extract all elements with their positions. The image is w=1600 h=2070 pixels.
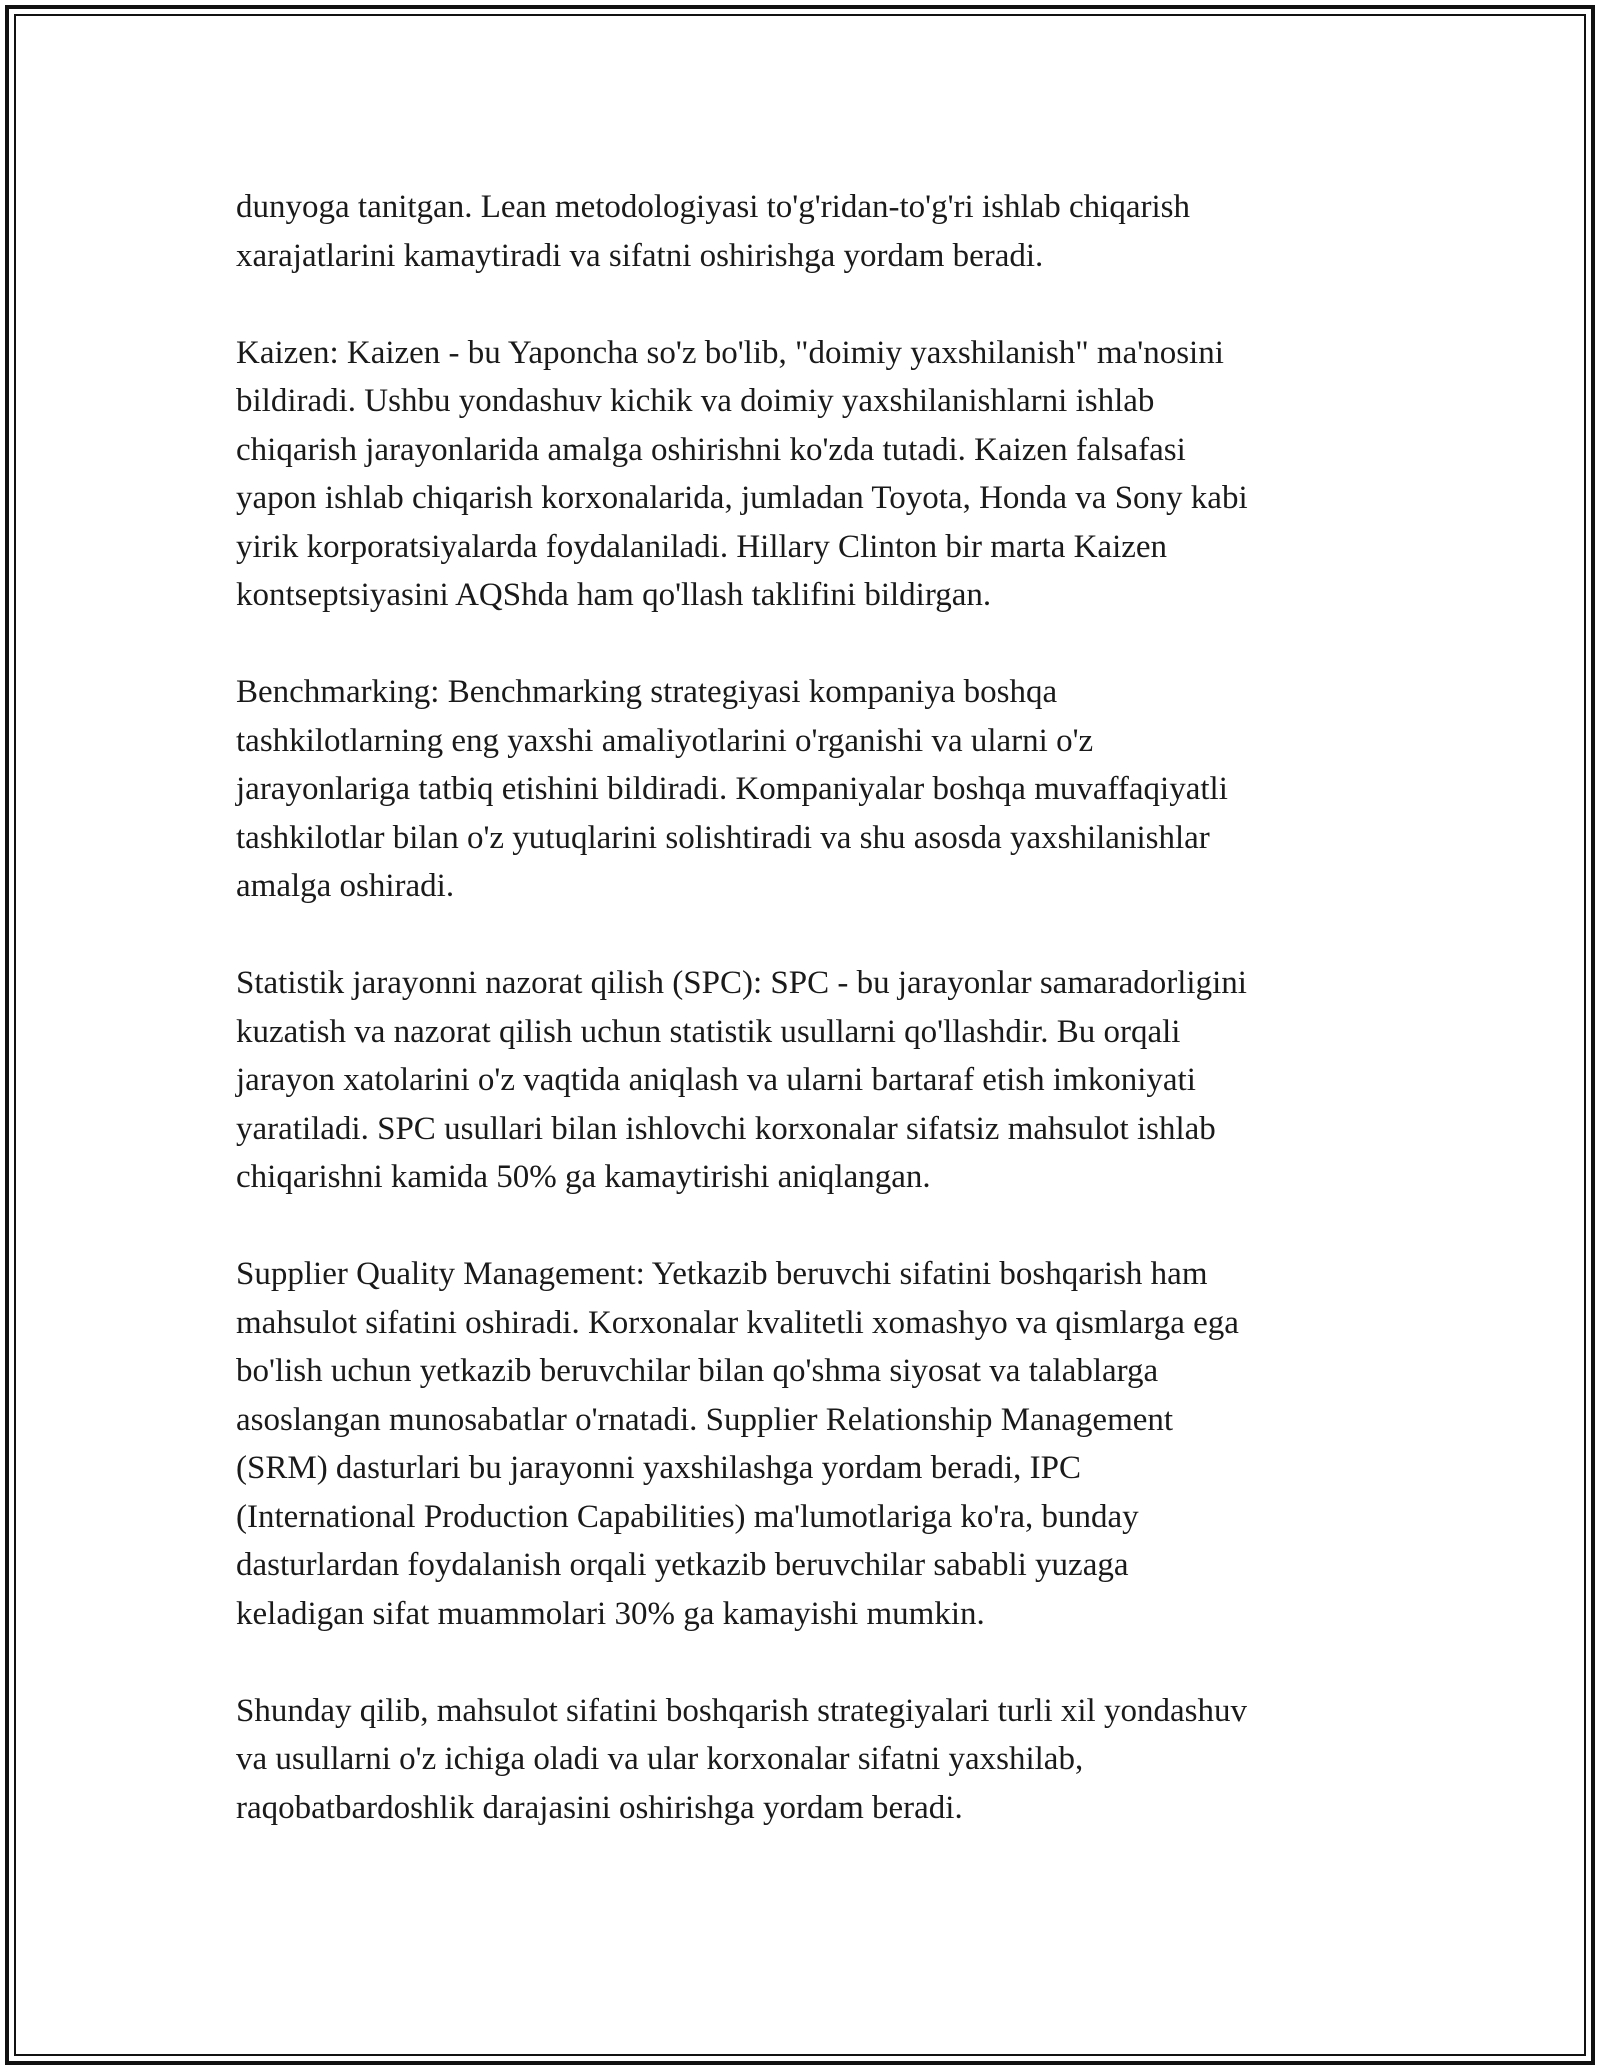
- text-line: (SRM) dasturlari bu jarayonni yaxshilashga yordam beradi, IPC: [236, 1450, 1081, 1486]
- paragraph-spc: [236, 959, 1396, 1202]
- text-line: chiqarish jarayonlarida amalga oshirishni ko'zda tutadi. Kaizen falsafasi: [236, 431, 1186, 468]
- text-line: Supplier Quality Management: Yetkazib beruvchi sifatini boshqarish ham: [236, 1256, 1208, 1292]
- text-line: jarayon xatolarini o'z vaqtida aniqlash va ularni bartaraf etish imkoniyati: [236, 1062, 1196, 1098]
- text-line: raqobatbardoshlik darajasini oshirishga yordam beradi.: [236, 1789, 963, 1826]
- text-line: mahsulot sifatini oshiradi. Korxonalar kvalitetli xomashyo va qismlarga ega: [236, 1304, 1239, 1341]
- text-line: bildiradi. Ushbu yondashuv kichik va doimiy yaxshilanishlarni ishlab: [236, 383, 1155, 419]
- paragraph-benchmarking: [236, 668, 1396, 911]
- text-line: yaratiladi. SPC usullari bilan ishlovchi korxonalar sifatsiz mahsulot ishlab: [236, 1110, 1216, 1147]
- text-line: tashkilotlar bilan o'z yutuqlarini solishtiradi va shu asosda yaxshilanishlar: [236, 819, 1210, 856]
- text-line: kontseptsiyasini AQShda ham qo'llash taklifini bildirgan.: [236, 577, 992, 613]
- text-line: Kaizen: Kaizen - bu Yaponcha so'z bo'lib, "doimiy yaxshilanish" ma'nosini: [236, 334, 1224, 371]
- text-line: yapon ishlab chiqarish korxonalarida, jumladan Toyota, Honda va Sony kabi: [236, 480, 1248, 516]
- text-line: amalga oshiradi.: [236, 868, 455, 904]
- text-line: (International Production Capabilities) ma'lumotlariga ko'ra, bunday: [236, 1498, 1139, 1535]
- paragraph-kaizen: [236, 329, 1396, 620]
- text-line: kuzatish va nazorat qilish uchun statistik usullarni qo'llashdir. Bu orqali: [236, 1013, 1181, 1050]
- text-line: Benchmarking: Benchmarking strategiyasi kompaniya boshqa: [236, 674, 1058, 710]
- document-body: [236, 183, 1396, 1881]
- text-line: asoslangan munosabatlar o'rnatadi. Supplier Relationship Management: [236, 1401, 1174, 1438]
- paragraph-lean-intro: [236, 183, 1396, 280]
- text-line: va usullarni o'z ichiga oladi va ular korxonalar sifatni yaxshilab,: [236, 1741, 1084, 1777]
- text-line: keladigan sifat muammolari 30% ga kamayishi mumkin.: [236, 1595, 985, 1632]
- paragraph-supplier-quality: [236, 1250, 1396, 1638]
- text-line: dunyoga tanitgan. Lean metodologiyasi to'g'ridan-to'g'ri ishlab chiqarish: [236, 189, 1190, 225]
- text-line: chiqarishni kamida 50% ga kamaytirishi aniqlangan.: [236, 1159, 931, 1195]
- text-line: dasturlardan foydalanish orqali yetkazib beruvchilar sababli yuzaga: [236, 1547, 1129, 1583]
- text-line: tashkilotlarning eng yaxshi amaliyotlarini o'rganishi va ularni o'z: [236, 722, 1094, 759]
- text-line: Statistik jarayonni nazorat qilish (SPC): SPC - bu jarayonlar samaradorligini: [236, 965, 1247, 1001]
- text-line: yirik korporatsiyalarda foydalaniladi. Hillary Clinton bir marta Kaizen: [236, 528, 1168, 565]
- text-line: Shunday qilib, mahsulot sifatini boshqarish strategiyalari turli xil yondashuv: [236, 1692, 1247, 1729]
- text-line: bo'lish uchun yetkazib beruvchilar bilan qo'shma siyosat va talablarga: [236, 1353, 1159, 1389]
- paragraph-conclusion: [236, 1687, 1396, 1833]
- text-line: xarajatlarini kamaytiradi va sifatni oshirishga yordam beradi.: [236, 237, 1044, 274]
- text-line: jarayonlariga tatbiq etishini bildiradi. Kompaniyalar boshqa muvaffaqiyatli: [236, 771, 1228, 807]
